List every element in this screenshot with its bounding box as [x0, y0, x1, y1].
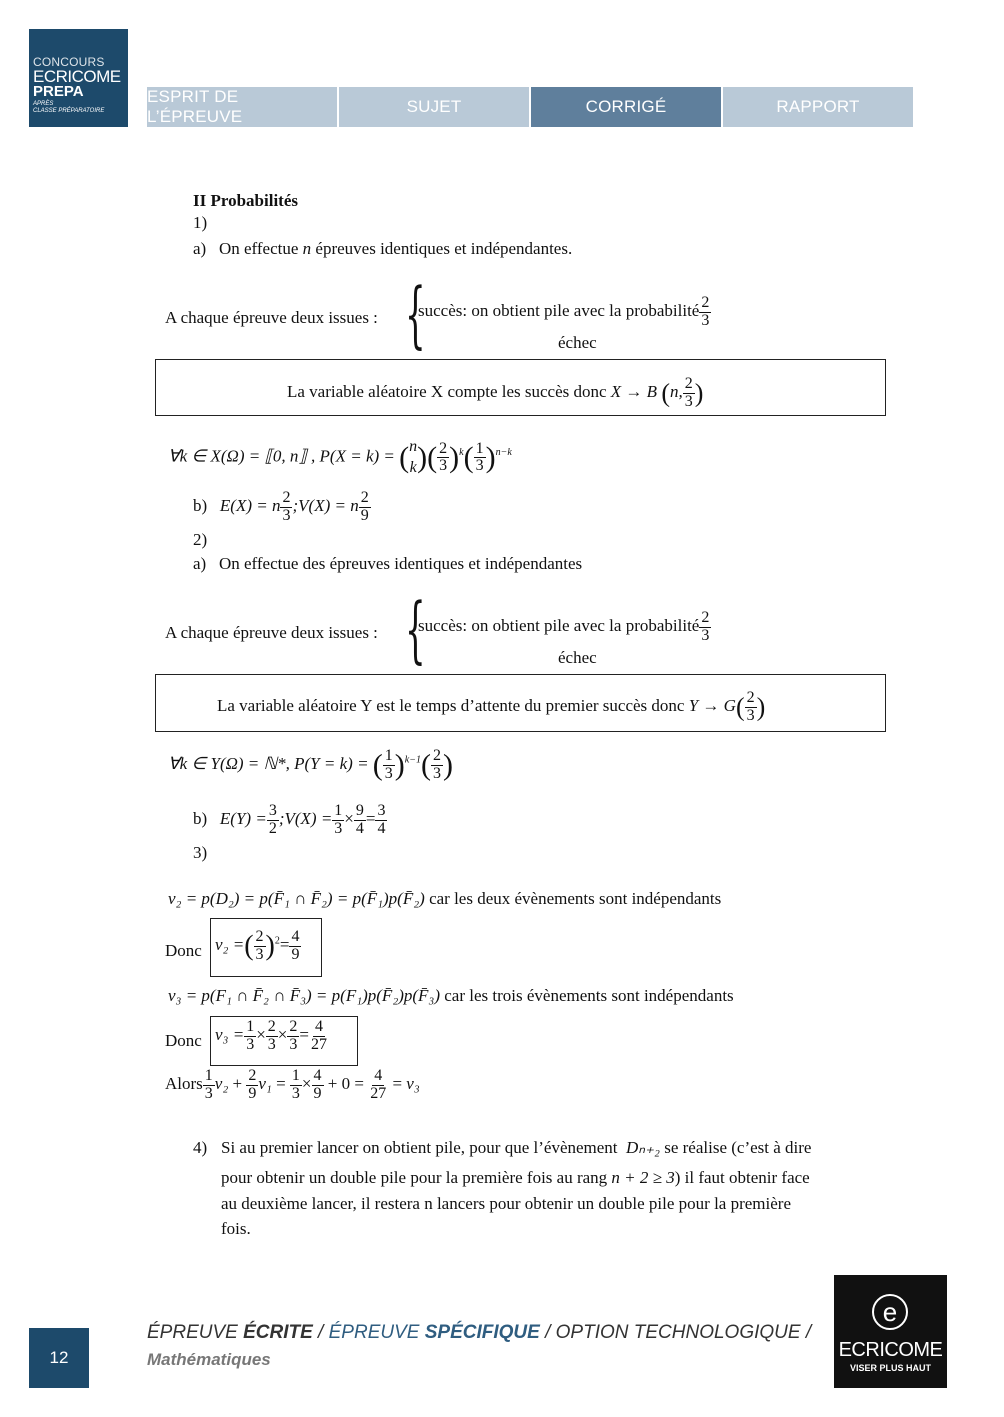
svg-text:e: e: [882, 1297, 898, 1327]
footer-option: / OPTION TECHNOLOGIQUE /: [539, 1322, 812, 1343]
paren-open: (: [427, 440, 438, 474]
footer-epreuve-2: ÉPREUVE: [328, 1322, 425, 1343]
law2-text: ∀k ∈ Y(Ω) = ℕ*, P(Y = k) =: [168, 754, 369, 774]
tab-corrige[interactable]: CORRIGÉ: [531, 87, 721, 127]
frac-num: 1: [475, 439, 484, 457]
fraction-three-halves: [267, 803, 279, 838]
fraction-four-ninths: [312, 1068, 324, 1103]
frac-den: 3: [701, 311, 710, 329]
law-line-2: [168, 748, 453, 783]
frac-num: 2: [360, 489, 369, 506]
frac-num: 2: [701, 294, 710, 311]
frac-num: 2: [255, 928, 264, 945]
paren-close: ): [265, 930, 275, 962]
frac-den: 3: [289, 1035, 298, 1053]
frac-num: 2: [282, 489, 291, 506]
q3-number: 3): [193, 843, 208, 862]
frac-num: 2: [267, 1018, 276, 1035]
logo-line-1: CONCOURS: [33, 55, 105, 69]
frac-num: 1: [291, 1067, 300, 1084]
q4-l1b: se réalise (c’est à dire: [664, 1138, 812, 1157]
fraction-nine-fourths: [354, 803, 366, 838]
v2-comment: car les deux évènements sont indépendants: [429, 889, 722, 908]
q1b-variance: ;V(X) = n: [292, 496, 359, 516]
q1a-text-pre: On effectue: [218, 239, 303, 258]
exp-n-k: n−k: [495, 447, 512, 459]
q4-l2-math: n + 2 ≥ 3: [611, 1168, 675, 1187]
q2a-prefix: a): [193, 554, 207, 573]
frac-num: 3: [268, 802, 277, 819]
issue-success-text: succès: on obtient pile avec la probabilité: [418, 301, 700, 321]
fraction-four-27: [368, 1068, 388, 1103]
frac-num: 2: [746, 689, 755, 706]
donc-label-2: Donc: [165, 1031, 202, 1050]
exp-k-1: k−1: [404, 754, 421, 766]
fraction-two-thirds: [437, 441, 449, 476]
frac-num: 4: [314, 1018, 323, 1035]
q1a-var: n: [302, 239, 312, 258]
q4-line-2: [221, 1168, 810, 1188]
footer-epreuve-1: ÉPREUVE: [147, 1322, 244, 1343]
q4-line-3: au deuxième lancer, il restera n lancers pour obtenir un double pile pour la première: [221, 1194, 792, 1213]
frac-num: 4: [374, 1067, 383, 1084]
footer-exam-line: [147, 1322, 811, 1344]
v3-result: v₃ = $\frac{1}{3}$ × $\frac{2}{3}$ × $\frac{2}{3}$ = $\frac{4}{27}$: [215, 1018, 327, 1053]
q1a-line: [193, 239, 572, 259]
q4-l1-math: Dₙ₊₂: [626, 1138, 660, 1157]
frac-den: 3: [267, 1035, 276, 1053]
frac-den: 9: [248, 1084, 257, 1102]
frac-den: 3: [291, 1084, 300, 1102]
v2-label: v₂ =: [215, 935, 245, 955]
fraction-two-thirds: [266, 1019, 278, 1054]
issue-success-text: succès: on obtient pile avec la probabilité: [418, 616, 700, 636]
box1-sentence: La variable aléatoire X compte les succès donc: [287, 382, 607, 402]
issue-success-1: [418, 295, 711, 330]
frac-den: 3: [204, 1084, 213, 1102]
paren-open: (: [735, 692, 745, 722]
brand-slogan: VISER PLUS HAUT: [849, 1363, 931, 1373]
v2-term: v₂: [214, 1074, 229, 1094]
q4-line-1: [221, 1138, 811, 1158]
law1-text: ∀k ∈ X(Ω) = ⟦0, n⟧ , P(X = k) =: [168, 446, 395, 466]
binom-open: (: [399, 440, 410, 474]
q4-line-4: fois.: [221, 1219, 251, 1238]
issue-success-2: [418, 610, 711, 645]
binom-k: k: [409, 458, 417, 476]
frac-num: 1: [384, 747, 393, 764]
fraction-one-third: [332, 803, 344, 838]
frac-den: 3: [246, 1035, 255, 1053]
frac-num: 1: [334, 802, 343, 819]
frac-den: 3: [701, 626, 710, 644]
footer-specifique: SPÉCIFIQUE: [424, 1322, 540, 1343]
law-line-1: [168, 437, 512, 479]
frac-num: 2: [248, 1067, 257, 1084]
frac-num: 2: [289, 1018, 298, 1035]
exp-k: k: [459, 447, 464, 459]
issues-label-2: A chaque épreuve deux issues :: [165, 623, 378, 642]
binom-n: n: [409, 438, 418, 455]
paren-close: ): [449, 440, 460, 474]
frac-den: 3: [684, 392, 693, 410]
frac-den: 9: [313, 1084, 322, 1102]
v1-term: v₁: [258, 1074, 272, 1094]
q1b-prefix: b): [193, 496, 208, 516]
box2-text: [217, 690, 765, 725]
brace-1: {: [405, 272, 426, 356]
fraction-two-thirds: [699, 610, 711, 645]
paren-open: (: [661, 378, 670, 408]
issue-fail-2: échec: [558, 648, 597, 667]
fraction-two-thirds: [280, 490, 292, 525]
frac-den: 2: [268, 819, 277, 837]
fraction-one-third: [290, 1068, 302, 1103]
brand-name: ECRICOME: [838, 1339, 943, 1361]
paren-open: (: [372, 748, 383, 782]
paren-close: ): [442, 748, 453, 782]
fraction-two-thirds: [287, 1019, 299, 1054]
alors-label: Alors: [165, 1074, 203, 1094]
section-tabs: [147, 87, 915, 127]
frac-num: 2: [701, 609, 710, 626]
logo-line-4: [33, 101, 104, 115]
alors-line: Alors $\frac{1}{3}$ v₂ + $\frac{2}{9}$ v₁ = $\frac{1}{3}$ × $\frac{4}{9}$ + 0 = $\frac{4}{27}$ = v₃: [165, 1067, 420, 1102]
paren-close: ): [694, 378, 704, 408]
frac-den: 4: [377, 819, 386, 837]
v3-term: v₃: [406, 1074, 420, 1094]
q1a-prefix: a): [193, 239, 207, 258]
exp-2: 2: [274, 935, 280, 947]
frac-num: 4: [291, 928, 300, 945]
frac-den: 27: [370, 1084, 387, 1102]
paren-open: (: [244, 930, 254, 962]
frac-num: 2: [432, 747, 441, 764]
logo-apres: APRÈS: [33, 101, 54, 107]
fraction-two-thirds: [699, 295, 711, 330]
frac-num: 9: [355, 802, 364, 819]
tab-sujet[interactable]: SUJET: [339, 87, 529, 127]
q1a-text-post: épreuves identiques et indépendantes.: [311, 239, 573, 258]
frac-den: 3: [384, 764, 393, 782]
q2b-variance: ;V(X) =: [278, 809, 333, 829]
box2-math: Y → G: [688, 696, 736, 716]
v3-line: [168, 986, 734, 1006]
q2a-text: On effectue des épreuves identiques et indépendantes: [218, 554, 583, 573]
frac-den: 3: [746, 706, 755, 724]
frac-den: 4: [355, 819, 364, 837]
fraction-two-thirds: [683, 376, 695, 411]
v3-formula: v₃ = p(F₁ ∩ F̄₂ ∩ F̄₃) = p(F₁)p(F̄₂)p(F̄₃): [168, 986, 441, 1005]
fraction-four-ninths: [289, 929, 301, 964]
q2-number: 2): [193, 530, 208, 549]
fraction-two-ninths: [246, 1068, 258, 1103]
fraction-two-thirds: [745, 690, 757, 725]
frac-num: 1: [246, 1018, 255, 1035]
binom: [409, 437, 417, 479]
brace-2: {: [405, 587, 426, 671]
frac-num: 4: [313, 1067, 322, 1084]
donc-label-1: Donc: [165, 941, 202, 960]
v2-formula: v₂ = p(D₂) = p(F̄₁ ∩ F̄₂) = p(F̄₁)p(F̄₂): [168, 889, 425, 908]
frac-num: 1: [204, 1067, 213, 1084]
q1b-expectation: E(X) = n: [219, 496, 281, 516]
footer-sep: /: [312, 1322, 329, 1343]
fraction-three-fourths: [375, 803, 387, 838]
v2-line: [168, 889, 721, 909]
q4-l2b: ) il faut obtenir face: [674, 1168, 810, 1187]
frac-num: 2: [439, 439, 448, 457]
logo-classe: CLASSE PRÉPARATOIRE: [33, 108, 105, 114]
frac-den: 27: [310, 1035, 327, 1053]
box1-math: X → B: [610, 382, 658, 402]
ecricome-logo: [834, 1275, 947, 1388]
v3-comment: car les trois évènements sont indépendants: [444, 986, 734, 1005]
fraction-two-thirds: [254, 929, 266, 964]
fraction-one-third: [383, 748, 395, 783]
q4-l2a: pour obtenir un double pile pour la première fois au rang: [221, 1168, 608, 1187]
frac-num: 2: [684, 375, 693, 392]
tab-esprit[interactable]: ESPRIT DE L’ÉPREUVE: [147, 87, 337, 127]
section-title: II Probabilités: [193, 191, 299, 210]
footer-ecrite: ÉCRITE: [243, 1322, 313, 1343]
fraction-two-ninths: [359, 490, 371, 525]
box1-text: [287, 376, 703, 411]
frac-num: 3: [377, 802, 386, 819]
issue-fail-1: échec: [558, 333, 597, 352]
frac-den: 3: [255, 945, 264, 963]
fraction-four-27: [309, 1019, 329, 1054]
q2b-line: b) E(Y) = $\frac{3}{2}$ ;V(X) = $\frac{1}{3}$ × $\frac{9}{4}$ = $\frac{3}{4}$: [193, 802, 386, 837]
fraction-one-third: [244, 1019, 256, 1054]
q1b-line: [193, 490, 371, 525]
concours-logo: [29, 29, 128, 127]
frac-den: 3: [282, 506, 291, 524]
fraction-one-third: [203, 1068, 215, 1103]
box1-n: n,: [670, 382, 683, 402]
q1-number: 1): [193, 213, 208, 232]
q4-prefix: 4): [193, 1138, 208, 1157]
paren-close: ): [756, 692, 766, 722]
frac-den: 3: [475, 457, 484, 475]
paren-close: ): [394, 748, 405, 782]
paren-open: (: [420, 748, 431, 782]
logo-line-3: PREPA: [33, 83, 84, 100]
box2-sentence: La variable aléatoire Y est le temps d’attente du premier succès donc: [217, 696, 685, 716]
page-number: 12: [29, 1328, 89, 1388]
binom-close: ): [417, 440, 428, 474]
paren-close: ): [485, 440, 496, 474]
v3-label: v₃ =: [215, 1025, 245, 1045]
q2a-line: [193, 554, 582, 574]
tab-rapport[interactable]: RAPPORT: [723, 87, 913, 127]
fraction-two-thirds: [431, 748, 443, 783]
frac-den: 3: [432, 764, 441, 782]
v2-result: v₂ =( $\frac{2}{3}$ )$^2$= $\frac{4}{9}$: [215, 928, 300, 963]
frac-den: 9: [291, 945, 300, 963]
frac-den: 9: [360, 506, 369, 524]
q4-l1a: Si au premier lancer on obtient pile, pour que l’évènement: [221, 1138, 618, 1157]
q2b-expectation: E(Y) =: [219, 809, 267, 829]
issues-label-1: A chaque épreuve deux issues :: [165, 308, 378, 327]
frac-den: 3: [334, 819, 343, 837]
footer-subject: Mathématiques: [147, 1350, 271, 1369]
fraction-one-third: [474, 441, 486, 476]
frac-den: 3: [439, 457, 448, 475]
logo-line-2: ECRICOME: [33, 67, 121, 86]
paren-open: (: [463, 440, 474, 474]
q2b-prefix: b): [193, 809, 208, 829]
